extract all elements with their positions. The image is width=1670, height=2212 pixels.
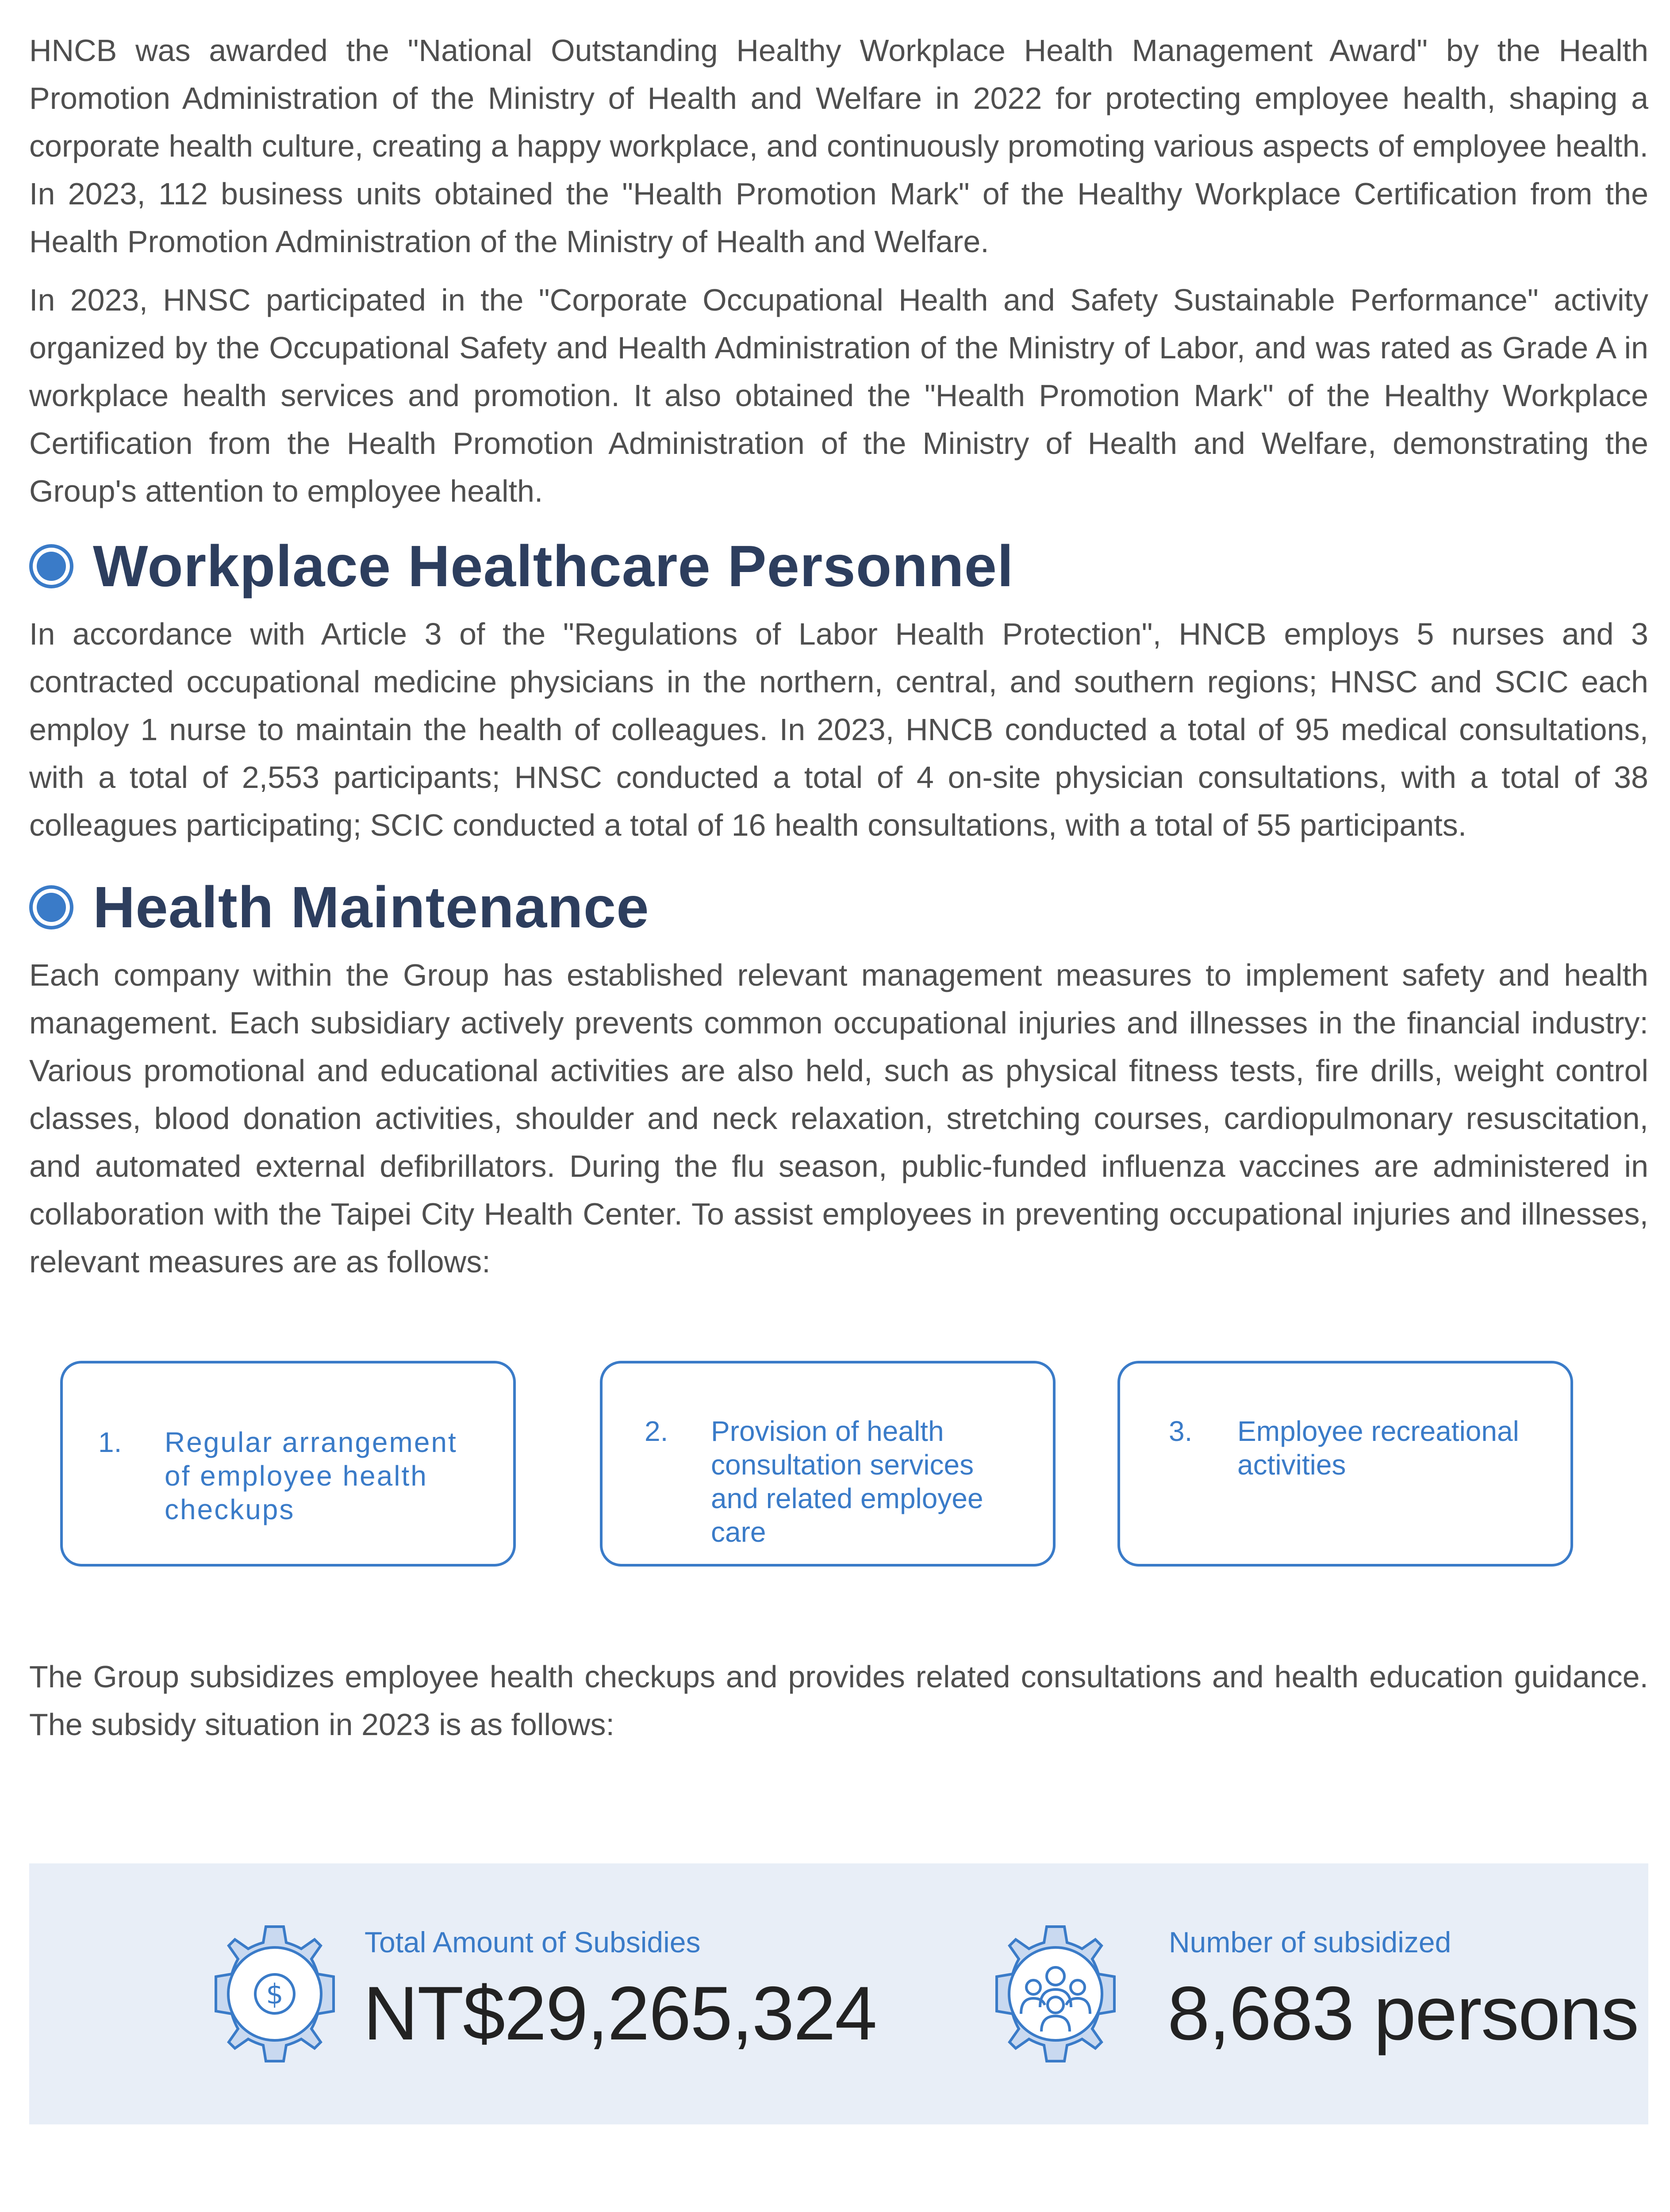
document-page — [29, 27, 1648, 2212]
measure-card-1 — [60, 1361, 516, 1567]
stat-label: Total Amount of Subsidies — [365, 1926, 701, 1959]
personnel-title: Workplace Healthcare Personnel — [93, 534, 1014, 599]
maintenance-body: Each company within the Group has established relevant management measures to implement safety and health management. Each subsidiary actively prevents common occupational injuries and illnesses in the financial industry: Various promotional and educational activities are also held, such as physical fitness tests, fire drills, weight control classes, blood donation activities, shoulder and neck relaxation, stretching courses, cardiopulmonary resuscitation, and automated external defibrillators. During the flu season, public-funded influenza vaccines are administered in collaboration with the Taipei City Health Center. To assist employees in preventing occupational injuries and illnesses, relevant measures are as follows: — [29, 958, 1648, 1279]
measures-list — [29, 1361, 1648, 1569]
stat-subsidized-persons — [825, 1863, 1648, 2124]
measure-number: 1. — [98, 1426, 122, 1458]
section-bullet-icon — [29, 544, 73, 588]
measure-text: Provision of health consultation services and related employee care — [711, 1415, 983, 1548]
personnel-body: In accordance with Article 3 of the "Regulations of Labor Health Protection", HNCB employs 5 nurses and 3 contracted occupational medicine physicians in the northern, central, and southern regions; HNSC and SCIC each employ 1 nurse to maintain the health of colleagues. In 2023, HNCB conducted a total of 95 medical consultations, with a total of 2,553 participants; HNSC conducted a total of 4 on-site physician consultations, with a total of 38 colleagues participating; SCIC conducted a total of 16 health consultations, with a total of 55 participants. — [29, 617, 1648, 842]
subsidy-stats-band — [29, 1863, 1648, 2124]
people-gear-icon — [980, 1919, 1131, 2069]
stat-label: Number of subsidized — [1169, 1926, 1451, 1959]
svg-text:$: $ — [266, 1978, 284, 2010]
measure-text: Employee recreational activities — [1237, 1415, 1519, 1481]
subsidy-intro: The Group subsidizes employee health checkups and provides related consultations and health education guidance. The subsidy situation in 2023 is as follows: — [29, 1659, 1648, 1742]
intro-paragraph-2: In 2023, HNSC participated in the "Corporate Occupational Health and Safety Sustainable Performance" activity organized by the Occupational Safety and Health Administration of the Ministry of Labor, and was rated as Grade A in workplace health services and promotion. It also obtained the "Health Promotion Mark" of the Healthy Workplace Certification from the Health Promotion Administration of the Ministry of Health and Welfare, demonstrating the Group's attention to employee health. — [29, 283, 1648, 508]
measure-card-2 — [600, 1361, 1056, 1567]
measure-number: 3. — [1169, 1415, 1193, 1447]
stat-value: NT$29,265,324 — [363, 1971, 876, 2056]
measure-card-3 — [1117, 1361, 1573, 1567]
measure-text: Regular arrangement of employee health checkups — [165, 1426, 457, 1525]
maintenance-title: Health Maintenance — [93, 875, 649, 940]
dollar-gear-icon — [200, 1919, 350, 2069]
personnel-heading — [29, 533, 1648, 599]
measure-number: 2. — [645, 1415, 668, 1447]
section-bullet-icon — [29, 885, 73, 929]
maintenance-heading — [29, 874, 1648, 941]
stat-total-subsidies — [29, 1863, 876, 2124]
stat-value: 8,683 persons — [1167, 1971, 1639, 2056]
intro-paragraph-1: HNCB was awarded the "National Outstanding Healthy Workplace Health Management Award" by the Health Promotion Administration of the Ministry of Health and Welfare in 2022 for protecting employee health, shaping a corporate health culture, creating a happy workplace, and continuously promoting various aspects of employee health. In 2023, 112 business units obtained the "Health Promotion Mark" of the Healthy Workplace Certification from the Health Promotion Administration of the Ministry of Health and Welfare. — [29, 33, 1648, 259]
